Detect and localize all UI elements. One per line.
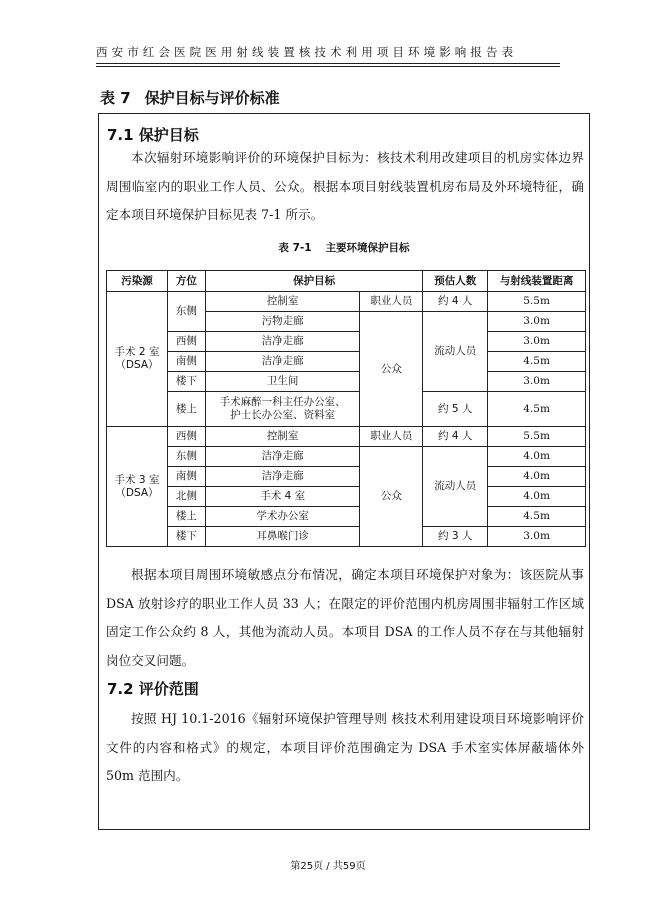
direction-cell: 南侧 (167, 467, 205, 487)
direction-cell: 西侧 (167, 332, 205, 352)
paragraph-evaluation-scope: 按照 HJ 10.1-2016《辐射环境保护管理导则 核技术利用建设项目环境影响评价文件的内容和格式》的规定，本项目评价范围确定为 DSA 手术室实体屏蔽墙体外 50m 范围内。 (106, 711, 584, 783)
direction-cell: 楼上 (167, 507, 205, 527)
header-rule (96, 63, 560, 64)
paragraph-protection-targets: 本次辐射环境影响评价的环境保护目标为：核技术利用改建项目的机房实体边界周围临室内的职业工作人员、公众。根据本项目射线装置机房布局及外环境特征，确定本项目环境保护目标见表 7-1 所示。 (106, 150, 584, 222)
table-row (107, 527, 586, 547)
distance-cell: 4.0m (488, 487, 586, 507)
subsection-7-1-title: 7.1 保护目标 (107, 126, 199, 144)
target-cell: 污物走廊 (205, 312, 360, 332)
col-header-direction: 方位 (167, 271, 205, 292)
direction-cell: 北侧 (167, 487, 205, 507)
direction-cell: 东侧 (167, 292, 205, 332)
table-row (107, 332, 586, 352)
table-row (107, 447, 586, 467)
table-row (107, 372, 586, 392)
target-cell: 耳鼻喉门诊 (205, 527, 360, 547)
distance-cell: 3.0m (488, 332, 586, 352)
col-header-distance: 与射线装置距离 (488, 271, 586, 292)
count-cell: 约 5 人 (423, 392, 488, 427)
source-cell: 手术 2 室 （DSA） (107, 292, 168, 427)
col-header-target: 保护目标 (205, 271, 422, 292)
target-cell: 洁净走廊 (205, 332, 360, 352)
type-cell: 公众 (360, 312, 423, 427)
target-cell: 学术办公室 (205, 507, 360, 527)
table-row (107, 507, 586, 527)
col-header-count: 预估人数 (423, 271, 488, 292)
paragraph-protection-objects: 根据本项目周围环境敏感点分布情况，确定本项目环境保护对象为：该医院从事 DSA 放射诊疗的职业工作人员 33 人；在限定的评价范围内机房周围非辐射工作区域固定工作公众约 8 人，其他为流动人员。本项目 DSA 的工作人员不存在与其他辐射岗位交叉问题。 (106, 567, 584, 668)
page-header: 西安市红会医院医用射线装置核技术利用项目环境影响报告表 (96, 45, 518, 59)
table-row (107, 427, 586, 447)
table-row (107, 292, 586, 312)
target-cell: 洁净走廊 (205, 447, 360, 467)
table-caption-number: 表 7-1 (278, 242, 312, 254)
distance-cell: 4.5m (488, 392, 586, 427)
direction-cell: 南侧 (167, 352, 205, 372)
section-number: 表 7 (100, 89, 131, 107)
table-row (107, 487, 586, 507)
distance-cell: 5.5m (488, 427, 586, 447)
distance-cell: 4.0m (488, 447, 586, 467)
count-cell: 流动人员 (423, 447, 488, 527)
distance-cell: 4.5m (488, 507, 586, 527)
header-rule-thin (96, 66, 560, 67)
distance-cell: 5.5m (488, 292, 586, 312)
target-cell: 手术麻醉一科主任办公室、 护士长办公室、资料室 (205, 392, 360, 427)
direction-cell: 楼下 (167, 527, 205, 547)
target-cell: 控制室 (205, 427, 360, 447)
table-caption (100, 240, 588, 255)
page-footer: 第25页 / 共59页 (290, 861, 366, 872)
count-cell: 流动人员 (423, 312, 488, 392)
section-title (100, 87, 280, 108)
target-cell: 洁净走廊 (205, 352, 360, 372)
direction-cell: 楼上 (167, 392, 205, 427)
direction-cell: 东侧 (167, 447, 205, 467)
table-row (107, 392, 586, 427)
target-cell: 洁净走廊 (205, 467, 360, 487)
distance-cell: 3.0m (488, 527, 586, 547)
count-cell: 约 4 人 (423, 427, 488, 447)
subsection-7-2-title: 7.2 评价范围 (107, 680, 199, 698)
distance-cell: 3.0m (488, 372, 586, 392)
table-row (107, 352, 586, 372)
section-title-text: 保护目标与评价标准 (144, 89, 280, 107)
count-cell: 约 4 人 (423, 292, 488, 312)
distance-cell: 4.5m (488, 352, 586, 372)
source-cell: 手术 3 室 （DSA） (107, 427, 168, 547)
protection-targets-table (106, 270, 586, 547)
table-caption-title: 主要环境保护目标 (325, 242, 410, 254)
col-header-source: 污染源 (107, 271, 168, 292)
distance-cell: 3.0m (488, 312, 586, 332)
type-cell: 职业人员 (360, 292, 423, 312)
direction-cell: 西侧 (167, 427, 205, 447)
target-cell: 手术 4 室 (205, 487, 360, 507)
target-cell: 卫生间 (205, 372, 360, 392)
table-row (107, 467, 586, 487)
distance-cell: 4.0m (488, 467, 586, 487)
table-header-row (107, 271, 586, 292)
target-cell: 控制室 (205, 292, 360, 312)
type-cell: 公众 (360, 447, 423, 547)
type-cell: 职业人员 (360, 427, 423, 447)
direction-cell: 楼下 (167, 372, 205, 392)
count-cell: 约 3 人 (423, 527, 488, 547)
